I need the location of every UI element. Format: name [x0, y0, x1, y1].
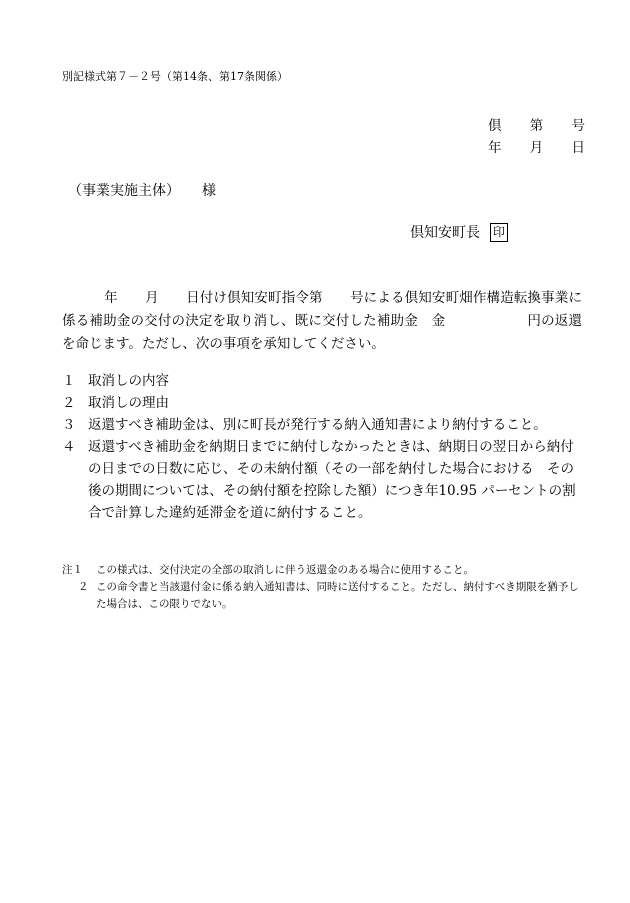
body-paragraph-text: 年 月 日付け倶知安町指令第 号による倶知安町畑作構造転換事業に係る補助金の交付の決定を取り消し、既に交付した補助金 金 円の返還を命じます。ただし、次の事項を承知してください。 [62, 290, 582, 352]
ref-day: 日 [571, 140, 585, 156]
issuer [410, 222, 508, 242]
recipient-label: （事業実施主体） [68, 183, 180, 199]
list-item [62, 436, 584, 524]
notes [62, 562, 582, 613]
note-label: ２ [78, 581, 89, 593]
ref-prefix: 倶 [488, 118, 502, 134]
issuer-title: 倶知安町長 [410, 225, 480, 241]
ref-go: 号 [571, 118, 585, 134]
list-item [62, 392, 584, 414]
item-number: ３ [62, 417, 76, 433]
reference-date-line [488, 137, 585, 159]
recipient [68, 180, 216, 200]
note-label: 注１ [62, 564, 83, 576]
seal-mark: 印 [490, 223, 508, 242]
form-number: 別記様式第７－２号（第14条、第17条関係） [62, 70, 288, 83]
body-paragraph [62, 287, 582, 356]
list-item [62, 414, 584, 436]
item-text: 取消しの理由 [88, 395, 169, 411]
item-text: 返還すべき補助金は、別に町長が発行する納入通知書により納付すること。 [88, 417, 547, 433]
note-item [62, 562, 582, 579]
note-text: この命令書と当該還付金に係る納入通知書は、同時に送付すること。ただし、納付すべき期限を猶予した場合は、この限りでない。 [96, 581, 579, 610]
reference-number-line [488, 115, 585, 137]
recipient-honorific: 様 [202, 183, 216, 199]
note-text: この様式は、交付決定の全部の取消しに伴う返還金のある場合に使用すること。 [96, 564, 474, 576]
reference-block [488, 115, 585, 159]
ref-month: 月 [529, 140, 544, 156]
list-item [62, 370, 584, 392]
item-text: 返還すべき補助金を納期日までに納付しなかったときは、納期日の翌日から納付の日までの日数に応じ、その未納付額（その一部を納付した場合における その後の期間については、その納付額を控除した額）につき年10.95 パーセントの割合で計算した違約延滞金を道に納付すること。 [88, 439, 576, 521]
item-number: １ [62, 373, 76, 389]
item-text: 取消しの内容 [88, 373, 169, 389]
item-number: ４ [62, 439, 76, 455]
item-number: ２ [62, 395, 76, 411]
item-list [62, 370, 584, 524]
note-item [62, 579, 582, 613]
ref-dai: 第 [529, 118, 544, 134]
ref-year: 年 [488, 140, 502, 156]
